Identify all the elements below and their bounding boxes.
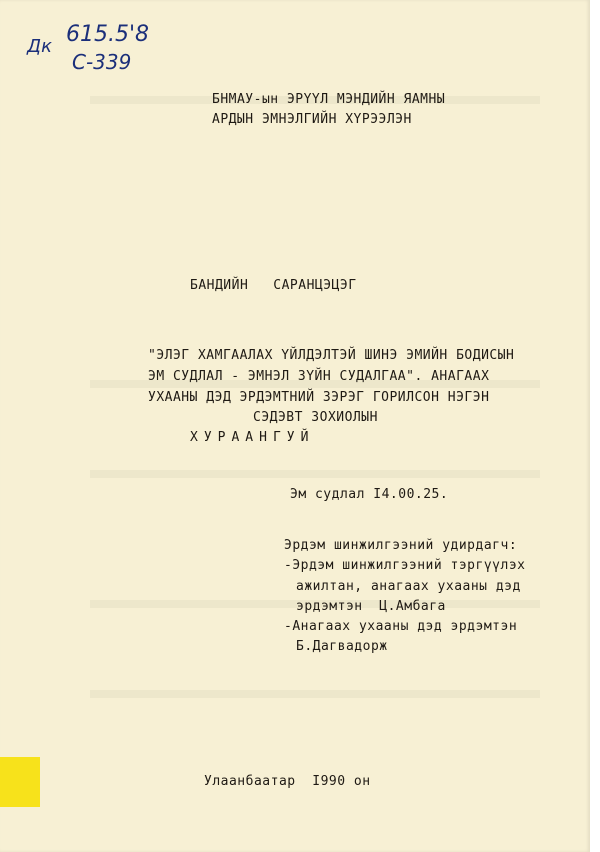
supervisors-heading: Эрдэм шинжилгээний удирдагч: [284, 538, 518, 553]
show-through-line [90, 690, 540, 698]
institution-line-1: БНМАУ-ын ЭРҮҮЛ МЭНДИЙН ЯАМНЫ [212, 92, 446, 107]
supervisor-line-4: -Анагаах ухааны дэд эрдэмтэн [284, 619, 518, 634]
supervisor-line-1: -Эрдэм шинжилгээний тэргүүлэх [284, 558, 526, 573]
supervisor-line-3: эрдэмтэн Ц.Амбага [296, 599, 446, 614]
institution-line-2: АРДЫН ЭМНЭЛГИЙН ХҮРЭЭЛЭН [212, 112, 412, 127]
author-name: БАНДИЙН САРАНЦЭЦЭГ [190, 278, 357, 293]
supervisor-line-2: ажилтан, анагаах ухааны дэд [296, 579, 521, 594]
place-and-year: Улаанбаатар I990 он [204, 774, 371, 789]
title-line-2: ЭМ СУДЛАЛ - ЭМНЭЛ ЗҮЙН СУДАЛГАА". АНАГААХ [148, 369, 490, 384]
title-line-5: ХУРААНГУЙ [190, 430, 315, 445]
title-line-4: СЭДЭВТ ЗОХИОЛЫН [253, 410, 378, 425]
supervisor-line-5: Б.Дагвадорж [296, 639, 388, 654]
handwritten-classification: 615.5'8 [66, 22, 150, 47]
handwritten-prefix: Дк [27, 36, 52, 57]
handwritten-call-number: С-339 [72, 50, 132, 74]
yellow-sticker [0, 757, 40, 807]
title-line-3: УХААНЫ ДЭД ЭРДЭМТНИЙ ЗЭРЭГ ГОРИЛСОН НЭГЭН [148, 390, 490, 405]
show-through-line [90, 470, 540, 478]
title-line-1: "ЭЛЭГ ХАМГААЛАХ ҮЙЛДЭЛТЭЙ ШИНЭ ЭМИЙН БОДИСЫН [148, 348, 515, 363]
specialty-code: Эм судлал I4.00.25. [290, 487, 449, 502]
